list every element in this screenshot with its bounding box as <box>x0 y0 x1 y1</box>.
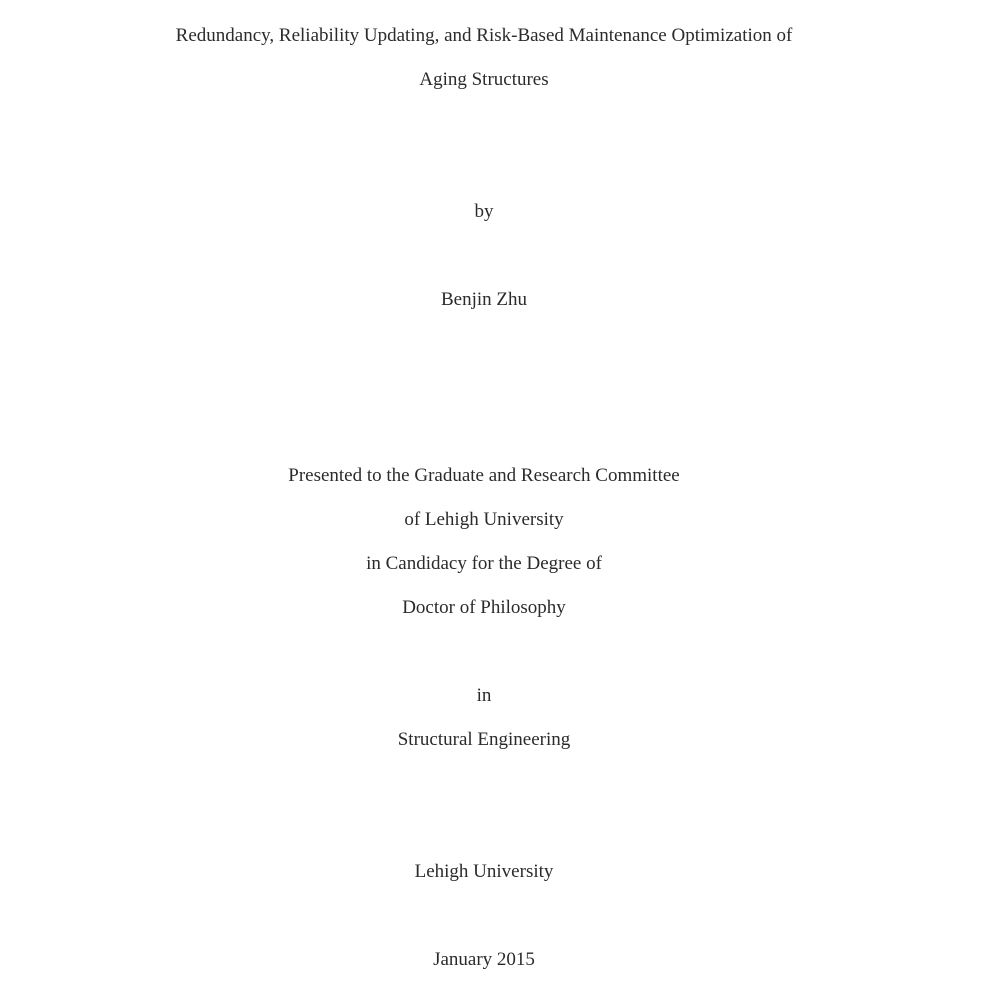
thesis-title-line-1: Redundancy, Reliability Updating, and Risk-Based Maintenance Optimization of <box>175 25 793 46</box>
presentation-line-3: in Candidacy for the Degree of <box>366 553 602 574</box>
submission-date: January 2015 <box>433 949 535 970</box>
university-name: Lehigh University <box>414 861 554 882</box>
by-label: by <box>474 201 494 222</box>
in-label: in <box>476 685 492 706</box>
presentation-line-2: of Lehigh University <box>404 509 564 530</box>
thesis-title-line-2: Aging Structures <box>419 69 549 90</box>
field-of-study: Structural Engineering <box>397 729 571 750</box>
presentation-line-1: Presented to the Graduate and Research Committee <box>288 465 680 486</box>
degree-name: Doctor of Philosophy <box>402 597 566 618</box>
author-name: Benjin Zhu <box>440 289 528 310</box>
